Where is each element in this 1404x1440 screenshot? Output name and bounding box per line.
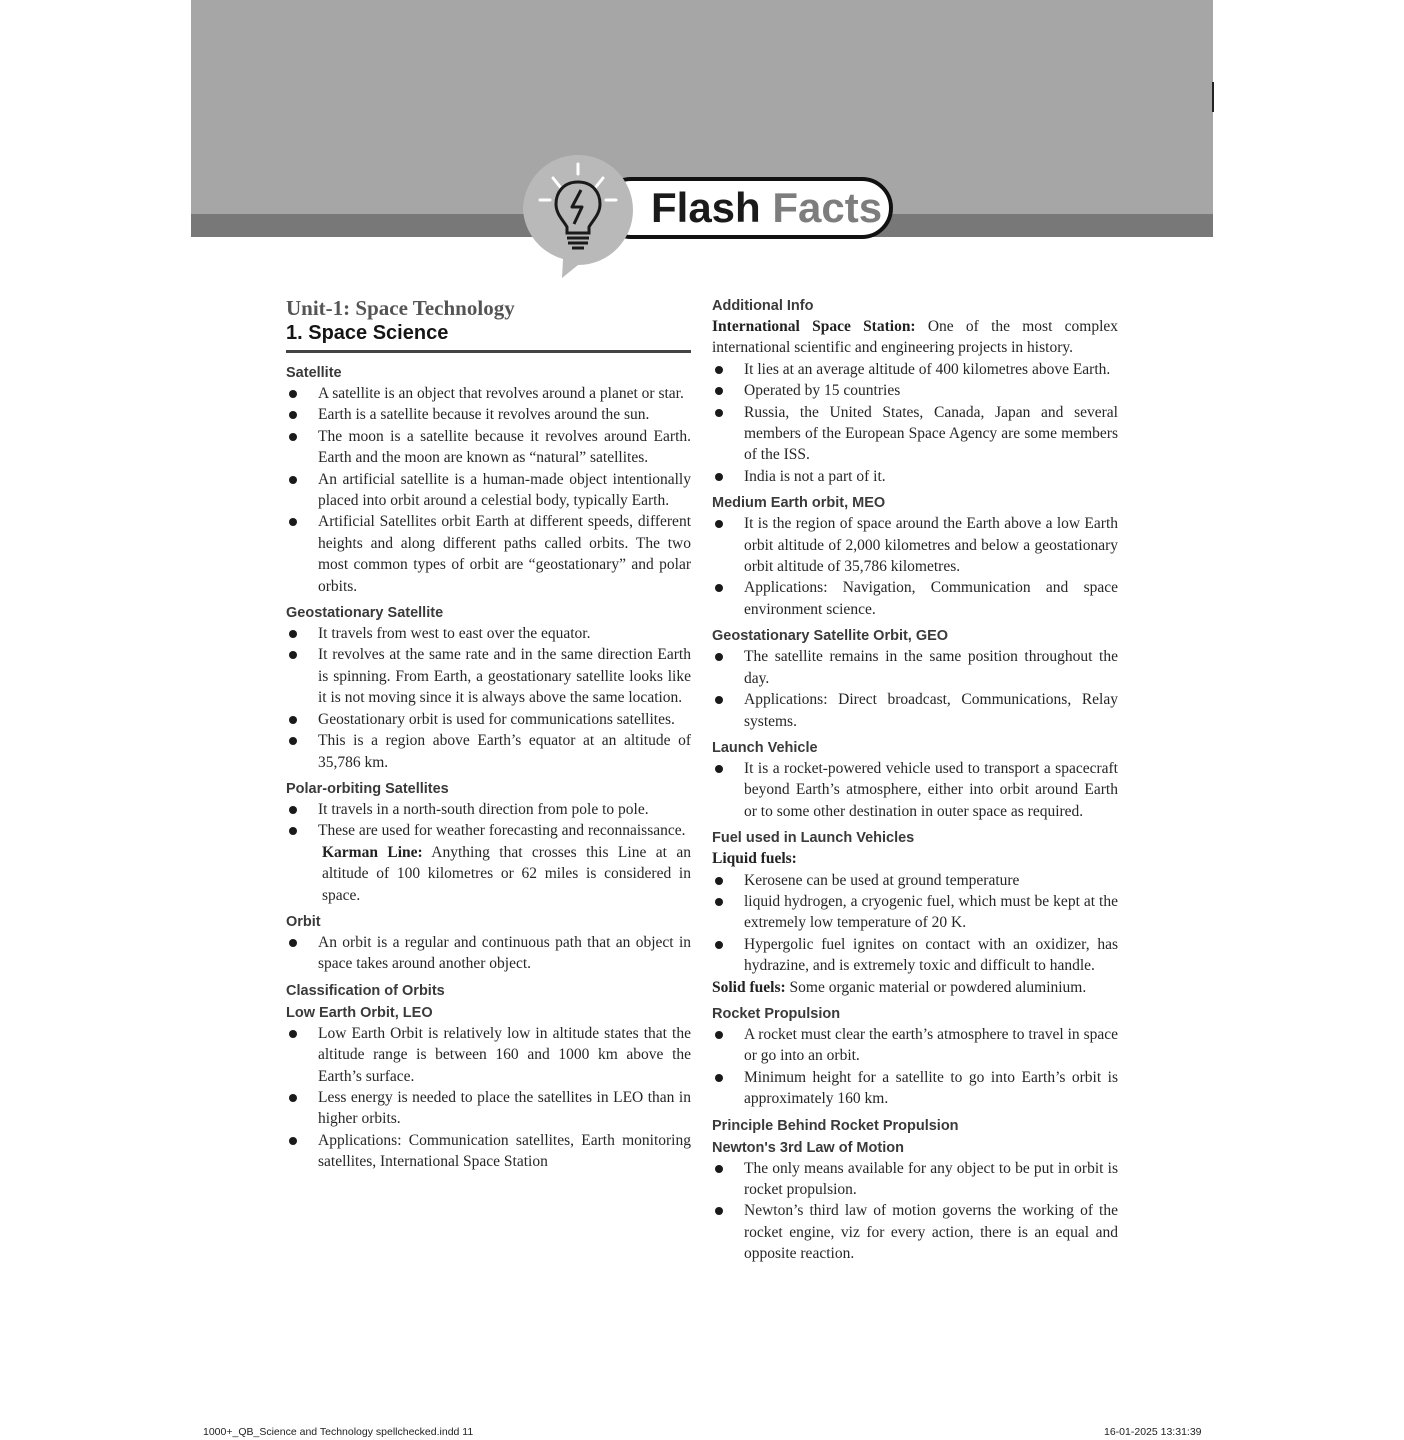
leo-list <box>286 1023 691 1173</box>
list-item: Operated by 15 countries <box>712 380 1118 401</box>
section-title: 1. Space Science <box>286 321 691 353</box>
banner-title <box>651 183 882 233</box>
solid-fuels-label: Solid fuels: <box>712 978 786 996</box>
list-item: The satellite remains in the same position throughout the day. <box>712 646 1118 689</box>
crop-mark <box>1212 82 1214 112</box>
list-item: It revolves at the same rate and in the same direction Earth is spinning. From Earth, a geostationary satellite looks like it is not moving since it is always above the same location. <box>286 644 691 708</box>
lightbulb-icon <box>518 144 638 284</box>
list-item: Applications: Communication satellites, Earth monitoring satellites, International Space Station <box>286 1130 691 1173</box>
liquid-fuels-label: Liquid fuels: <box>712 850 797 868</box>
karman-label: Karman Line: <box>322 843 423 861</box>
heading-geostationary: Geostationary Satellite <box>286 605 444 622</box>
banner-title-word2: Facts <box>772 184 883 231</box>
list-item: It travels in a north-south direction from pole to pole. <box>286 799 691 820</box>
list-item: It travels from west to east over the equator. <box>286 623 691 644</box>
solid-fuels <box>712 977 1118 998</box>
heading-principle: Principle Behind Rocket Propulsion <box>712 1117 959 1134</box>
heading-newton: Newton's 3rd Law of Motion <box>712 1139 904 1156</box>
list-item: An orbit is a regular and continuous path that an object in space takes around another object. <box>286 932 691 975</box>
list-item: Applications: Direct broadcast, Communications, Relay systems. <box>712 689 1118 732</box>
list-item: Earth is a satellite because it revolves around the sun. <box>286 404 691 425</box>
left-column <box>286 296 691 1173</box>
banner-title-word1: Flash <box>651 184 761 231</box>
list-item: This is a region above Earth’s equator at an altitude of 35,786 km. <box>286 730 691 773</box>
iss-paragraph <box>712 316 1118 359</box>
orbit-list <box>286 932 691 975</box>
list-item: Artificial Satellites orbit Earth at different speeds, different heights and along different paths called orbits. The two most common types of orbit are “geostationary” and polar orbits. <box>286 511 691 597</box>
footer-file-info: 1000+_QB_Science and Technology spellchecked.indd 11 <box>203 1426 474 1438</box>
list-item: A satellite is an object that revolves around a planet or star. <box>286 383 691 404</box>
heading-orbit: Orbit <box>286 913 321 930</box>
list-item: liquid hydrogen, a cryogenic fuel, which must be kept at the extremely low temperature of 20 K. <box>712 891 1118 934</box>
list-item: Newton’s third law of motion governs the working of the rocket engine, viz for every action, there is an equal and opposite reaction. <box>712 1200 1118 1264</box>
karman-text: Anything that crosses this Line at an altitude of 100 kilometres or 62 miles is considered in space. <box>322 843 691 904</box>
heading-leo: Low Earth Orbit, LEO <box>286 1004 433 1021</box>
list-item: It is the region of space around the Earth above a low Earth orbit altitude of 2,000 kilometres and below a geostationary orbit altitude of 35,786 kilometres. <box>712 513 1118 577</box>
propulsion-list <box>712 1024 1118 1110</box>
heading-rocket-propulsion: Rocket Propulsion <box>712 1005 841 1022</box>
list-item: Hypergolic fuel ignites on contact with an oxidizer, has hydrazine, and is extremely toxic and difficult to handle. <box>712 934 1118 977</box>
geo-list <box>712 646 1118 732</box>
heading-classification: Classification of Orbits <box>286 982 445 999</box>
list-item: Low Earth Orbit is relatively low in altitude states that the altitude range is between 160 and 1000 km above the Earth’s surface. <box>286 1023 691 1087</box>
polar-list <box>286 799 691 842</box>
heading-satellite: Satellite <box>286 365 342 381</box>
heading-meo: Medium Earth orbit, MEO <box>712 495 886 512</box>
unit-title: Unit-1: Space Technology <box>286 296 515 320</box>
iss-list <box>712 359 1118 487</box>
footer-timestamp: 16-01-2025 13:31:39 <box>1104 1426 1202 1438</box>
heading-fuel: Fuel used in Launch Vehicles <box>712 830 915 847</box>
satellite-list <box>286 383 691 597</box>
fuel-list <box>712 870 1118 977</box>
list-item: An artificial satellite is a human-made object intentionally placed into orbit around a celestial body, typically Earth. <box>286 469 691 512</box>
list-item: The moon is a satellite because it revolves around Earth. Earth and the moon are known as “natural” satellites. <box>286 426 691 469</box>
iss-label: International Space Station: <box>712 318 916 335</box>
list-item: Geostationary orbit is used for communications satellites. <box>286 709 691 730</box>
heading-launch-vehicle: Launch Vehicle <box>712 739 818 756</box>
list-item: Russia, the United States, Canada, Japan and several members of the European Space Agency are some members of the ISS. <box>712 402 1118 466</box>
meo-list <box>712 513 1118 620</box>
launch-list <box>712 758 1118 822</box>
karman-note <box>286 842 691 906</box>
heading-polar: Polar-orbiting Satellites <box>286 780 449 797</box>
list-item: Applications: Navigation, Communication and space environment science. <box>712 577 1118 620</box>
iss-text: One of the most complex international scientific and engineering projects in history. <box>712 318 1119 357</box>
list-item: Kerosene can be used at ground temperature <box>712 870 1118 891</box>
list-item: It lies at an average altitude of 400 kilometres above Earth. <box>712 359 1118 380</box>
solid-fuels-text: Some organic material or powdered aluminium. <box>789 978 1087 996</box>
newton-list <box>712 1158 1118 1265</box>
list-item: Minimum height for a satellite to go into Earth’s orbit is approximately 160 km. <box>712 1067 1118 1110</box>
right-column <box>712 296 1118 1265</box>
list-item: It is a rocket-powered vehicle used to transport a spacecraft beyond Earth’s atmosphere, either into orbit around Earth or to some other destination in outer space as required. <box>712 758 1118 822</box>
heading-geo: Geostationary Satellite Orbit, GEO <box>712 628 949 645</box>
list-item: These are used for weather forecasting and reconnaissance. <box>286 820 691 841</box>
geostationary-list <box>286 623 691 773</box>
heading-additional-info: Additional Info <box>712 298 814 314</box>
list-item: The only means available for any object to be put in orbit is rocket propulsion. <box>712 1158 1118 1201</box>
list-item: A rocket must clear the earth’s atmosphere to travel in space or go into an orbit. <box>712 1024 1118 1067</box>
list-item: Less energy is needed to place the satellites in LEO than in higher orbits. <box>286 1087 691 1130</box>
list-item: India is not a part of it. <box>712 466 1118 487</box>
